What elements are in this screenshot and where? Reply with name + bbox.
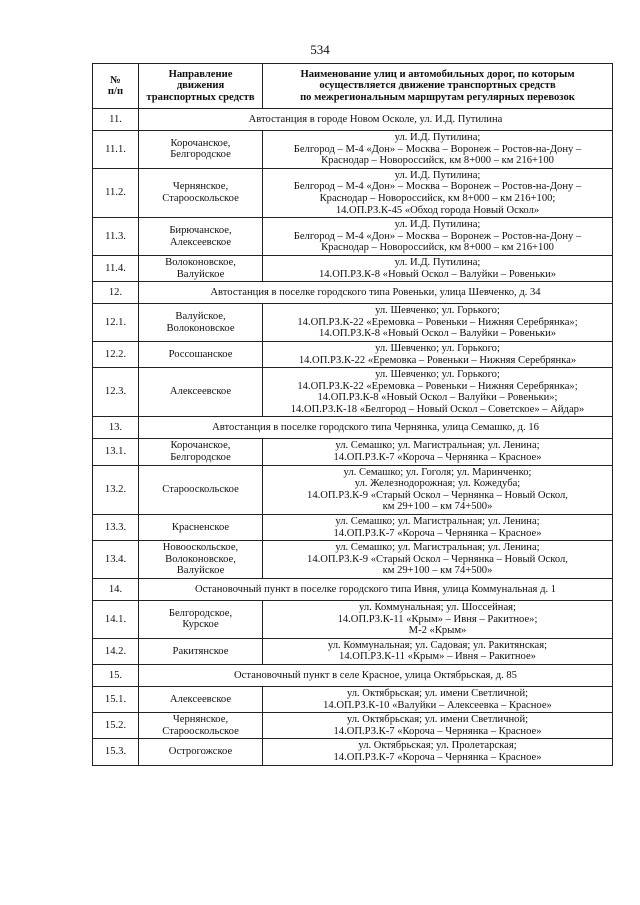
direction-cell (139, 255, 263, 281)
direction-cell (139, 439, 263, 465)
row-number: 14.2. (93, 638, 139, 664)
road-text: 14.ОП.РЗ.К-8 «Новый Оскол – Валуйки – Ровеньки» (318, 328, 557, 340)
direction-text: Новооскольское, (162, 542, 239, 554)
direction-text: Корочанское, (170, 440, 231, 452)
direction-text: Ракитянское (172, 645, 229, 657)
direction-text: Валуйское (176, 268, 225, 280)
direction-text: Чернянское, (172, 714, 229, 726)
direction-cell (139, 131, 263, 169)
direction-cell (139, 541, 263, 579)
row-number: 11. (93, 109, 139, 131)
direction-cell (139, 515, 263, 541)
road-text: км 29+100 – км 74+500» (382, 501, 493, 513)
row-number: 15.1. (93, 686, 139, 712)
row-number: 12.2. (93, 341, 139, 367)
road-text: Краснодар – Новороссийск, км 8+000 – км 216+100 (321, 242, 554, 254)
table-row (93, 255, 613, 281)
direction-text: Красненское (171, 521, 230, 533)
header-text: Наименование улиц и автомобильных дорог, по которым (300, 69, 575, 81)
roads-cell (263, 304, 613, 342)
roads-cell (263, 739, 613, 765)
road-text: ул. И.Д. Путилина; (394, 132, 481, 143)
roads-cell (263, 638, 613, 664)
table-row (93, 168, 613, 217)
direction-cell (139, 739, 263, 765)
road-text: ул. Октябрьская; ул. Пролетарская; (358, 740, 517, 752)
table-row (93, 686, 613, 712)
road-text: ул. Октябрьская; ул. имени Светличной; (346, 687, 529, 699)
table-row (93, 515, 613, 541)
row-number: 11.3. (93, 218, 139, 256)
table-row (93, 541, 613, 579)
direction-cell (139, 713, 263, 739)
roads-cell (263, 541, 613, 579)
roads-cell (263, 713, 613, 739)
road-text: ул. Коммунальная; ул. Садовая; ул. Ракитянская; (327, 639, 548, 651)
road-text: 14.ОП.РЗ.К-45 «Обход города Новый Оскол» (335, 204, 540, 216)
direction-text: Белгородское (170, 149, 231, 161)
road-text: Белгород – М-4 «Дон» – Москва – Воронеж – Ростов-на-Дону – (293, 143, 582, 155)
road-text: Белгород – М-4 «Дон» – Москва – Воронеж – Ростов-на-Дону – (293, 181, 582, 193)
road-text: 14.ОП.РЗ.К-7 «Короча – Чернянка – Красное» (333, 452, 542, 464)
road-text: ул. Октябрьская; ул. имени Светличной; (346, 714, 529, 726)
roads-cell (263, 218, 613, 256)
roads-cell (263, 341, 613, 367)
table-row (93, 713, 613, 739)
direction-cell (139, 368, 263, 417)
section-row (93, 664, 613, 686)
header-text: осуществляется движение транспортных средств (319, 80, 556, 92)
direction-cell (139, 686, 263, 712)
direction-cell (139, 601, 263, 639)
table-row (93, 341, 613, 367)
road-text: ул. Коммунальная; ул. Шоссейная; (359, 602, 516, 613)
direction-text: Алексеевское (169, 236, 232, 248)
table-row (93, 739, 613, 765)
road-text: ул. Шевченко; ул. Горького; (375, 369, 500, 381)
road-text: ул. И.Д. Путилина; (394, 219, 481, 231)
roads-cell (263, 515, 613, 541)
direction-cell (139, 465, 263, 514)
direction-cell (139, 638, 263, 664)
direction-text: Валуйское, (175, 310, 226, 322)
direction-text: Валуйское (176, 565, 225, 577)
section-row (93, 109, 613, 131)
direction-cell (139, 304, 263, 342)
table-row (93, 131, 613, 169)
road-text: км 29+100 – км 74+500» (382, 565, 493, 577)
section-title: Автостанция в поселке городского типа Чернянка, улица Семашко, д. 16 (139, 417, 613, 439)
road-text: 14.ОП.РЗ.К-22 «Еремовка – Ровеньки – Нижняя Серебрянка»; (297, 380, 578, 392)
direction-text: Чернянское, (172, 181, 229, 193)
table-row (93, 218, 613, 256)
direction-text: Алексеевское (169, 693, 232, 705)
row-number: 13. (93, 417, 139, 439)
direction-cell (139, 168, 263, 217)
table-row (93, 601, 613, 639)
road-text: 14.ОП.РЗ.К-10 «Валуйки – Алексеевка – Красное» (323, 699, 552, 711)
table-row (93, 638, 613, 664)
row-number: 15.2. (93, 713, 139, 739)
row-number: 13.4. (93, 541, 139, 579)
row-number: 14. (93, 579, 139, 601)
row-number: 15.3. (93, 739, 139, 765)
road-text: ул. Шевченко; ул. Горького; (375, 342, 500, 354)
roads-cell (263, 601, 613, 639)
header-text: Направление (168, 69, 233, 81)
road-text: 14.ОП.РЗ.К-8 «Новый Оскол – Валуйки – Ровеньки»; (317, 392, 558, 404)
road-text: Краснодар – Новороссийск, км 8+000 – км 216+100; (319, 192, 556, 204)
road-text: Краснодар – Новороссийск, км 8+000 – км 216+100 (321, 155, 554, 167)
table-header-row (93, 64, 613, 109)
direction-text: Старооскольское (162, 192, 239, 204)
roads-cell (263, 368, 613, 417)
road-text: 14.ОП.РЗ.К-9 «Старый Оскол – Чернянка – Новый Оскол, (307, 553, 568, 565)
roads-cell (263, 131, 613, 169)
direction-text: Старооскольское (162, 725, 239, 737)
road-text: ул. Семашко; ул. Гоголя; ул. Маринченко; (343, 466, 532, 478)
direction-text: Волоконовское, (165, 256, 236, 268)
header-roads (263, 64, 613, 109)
section-title: Автостанция в городе Новом Осколе, ул. И.Д. Путилина (139, 109, 613, 131)
road-text: ул. Шевченко; ул. Горького; (375, 305, 500, 317)
direction-text: Белгородское (170, 452, 231, 464)
road-text: 14.ОП.РЗ.К-18 «Белгород – Новый Оскол – Советское» – Айдар» (290, 403, 585, 415)
road-text: 14.ОП.РЗ.К-11 «Крым» – Ивня – Ракитное»; (337, 613, 538, 625)
row-number: 13.2. (93, 465, 139, 514)
direction-text: Волоконовское (166, 322, 235, 334)
direction-text: Волоконовское, (165, 553, 236, 565)
road-text: ул. И.Д. Путилина; (394, 256, 481, 268)
header-number (93, 64, 139, 109)
direction-text: Бирючанское, (169, 224, 232, 236)
section-row (93, 282, 613, 304)
header-text: п/п (107, 86, 124, 97)
road-text: ул. Семашко; ул. Магистральная; ул. Ленина; (335, 516, 540, 528)
roads-cell (263, 168, 613, 217)
header-text: № (110, 74, 121, 86)
row-number: 13.1. (93, 439, 139, 465)
roads-cell (263, 465, 613, 514)
road-text: 14.ОП.РЗ.К-7 «Короча – Чернянка – Красное» (333, 527, 542, 539)
section-row (93, 579, 613, 601)
row-number: 13.3. (93, 515, 139, 541)
roads-cell (263, 686, 613, 712)
road-text: ул. Семашко; ул. Магистральная; ул. Ленина; (335, 440, 540, 452)
table-row (93, 304, 613, 342)
section-row (93, 417, 613, 439)
direction-text: Белгородское, (168, 607, 233, 619)
row-number: 11.4. (93, 255, 139, 281)
direction-text: Старооскольское (162, 484, 239, 496)
road-text: ул. Железнодорожная; ул. Кожедуба; (354, 478, 521, 490)
table-body (93, 109, 613, 766)
road-text: 14.ОП.РЗ.К-7 «Короча – Чернянка – Красное» (333, 751, 542, 763)
roads-cell (263, 439, 613, 465)
road-text: М-2 «Крым» (408, 625, 467, 637)
direction-cell (139, 341, 263, 367)
direction-cell (139, 218, 263, 256)
row-number: 12.1. (93, 304, 139, 342)
header-text: движения (176, 80, 225, 92)
road-text: ул. Семашко; ул. Магистральная; ул. Ленина; (335, 542, 540, 554)
header-direction (139, 64, 263, 109)
road-text: 14.ОП.РЗ.К-11 «Крым» – Ивня – Ракитное» (339, 651, 536, 663)
table-row (93, 368, 613, 417)
table-row (93, 465, 613, 514)
row-number: 14.1. (93, 601, 139, 639)
table-row (93, 439, 613, 465)
direction-text: Россошанское (168, 348, 233, 360)
road-text: 14.ОП.РЗ.К-9 «Старый Оскол – Чернянка – Новый Оскол, (307, 489, 568, 501)
row-number: 12. (93, 282, 139, 304)
row-number: 11.1. (93, 131, 139, 169)
roads-cell (263, 255, 613, 281)
header-text: транспортных средств (146, 91, 255, 103)
road-text: 14.ОП.РЗ.К-7 «Короча – Чернянка – Красное» (333, 725, 542, 737)
routes-table (92, 63, 613, 766)
row-number: 12.3. (93, 368, 139, 417)
section-title: Остановочный пункт в поселке городского типа Ивня, улица Коммунальная д. 1 (139, 579, 613, 601)
direction-text: Курское (182, 619, 219, 631)
road-text: ул. И.Д. Путилина; (394, 169, 481, 181)
section-title: Автостанция в поселке городского типа Ровеньки, улица Шевченко, д. 34 (139, 282, 613, 304)
row-number: 11.2. (93, 168, 139, 217)
section-title: Остановочный пункт в селе Красное, улица Октябрьская, д. 85 (139, 664, 613, 686)
row-number: 15. (93, 664, 139, 686)
road-text: Белгород – М-4 «Дон» – Москва – Воронеж – Ростов-на-Дону – (293, 230, 582, 242)
road-text: 14.ОП.РЗ.К-22 «Еремовка – Ровеньки – Нижняя Серебрянка» (298, 354, 577, 366)
direction-text: Острогожское (168, 746, 233, 758)
road-text: 14.ОП.РЗ.К-8 «Новый Оскол – Валуйки – Ровеньки» (318, 268, 557, 280)
page-number: 534 (310, 42, 330, 57)
road-text: 14.ОП.РЗ.К-22 «Еремовка – Ровеньки – Нижняя Серебрянка»; (297, 316, 578, 328)
direction-text: Алексеевское (169, 386, 232, 398)
direction-text: Корочанское, (170, 137, 231, 149)
header-text: по межрегиональным маршрутам регулярных перевозок (300, 91, 575, 103)
